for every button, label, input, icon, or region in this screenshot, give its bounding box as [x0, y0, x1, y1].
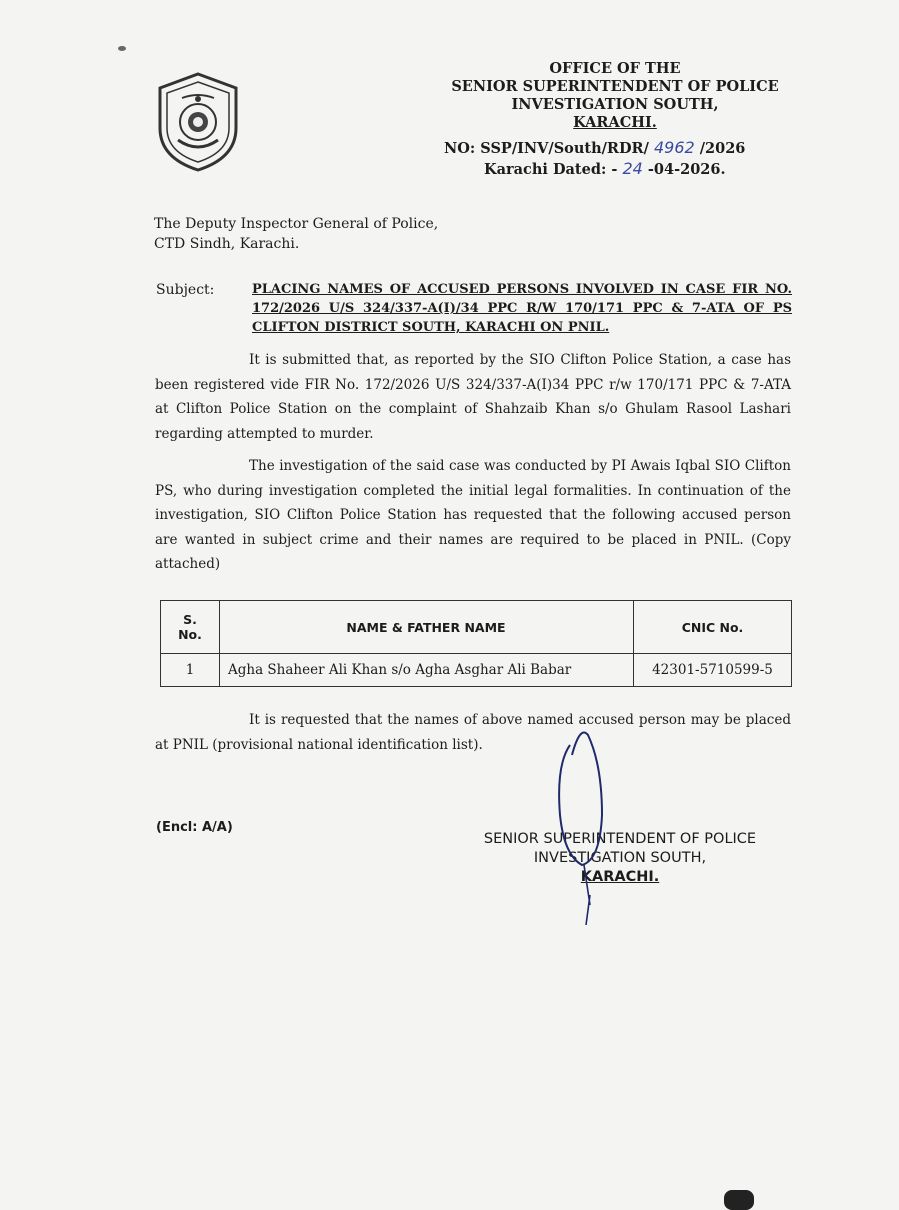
reference-block: [444, 138, 804, 180]
office-line: INVESTIGATION SOUTH,: [511, 96, 719, 113]
office-heading: [440, 60, 790, 132]
paragraph: It is submitted that, as reported by the SIO Clifton Police Station, a case has been registered vide FIR No. 172/2026 U/S 324/337-A(I)34 PPC r/w 170/171 PPC & 7-ATA at Clifton Police Station on the complaint of Shahzaib Khan s/o Ghulam Rasool Lashari regarding attempted to murder.: [155, 352, 791, 442]
addressee: [154, 214, 438, 254]
ref-suffix: /2026: [699, 140, 746, 157]
cell-sno: 1: [161, 654, 220, 687]
scan-mark: [118, 46, 126, 51]
paragraph: It is requested that the names of above named accused person may be placed at PNIL (provisional national identification list).: [155, 712, 791, 753]
police-seal-icon: [150, 70, 246, 174]
date-prefix: Karachi Dated: -: [484, 161, 618, 178]
subject-text: PLACING NAMES OF ACCUSED PERSONS INVOLVED IN CASE FIR NO. 172/2026 U/S 324/337-A(I)/34 PPC R/W 170/171 PPC & 7-ATA OF PS CLIFTON DISTRICT SOUTH, KARACHI ON PNIL.: [252, 282, 792, 335]
date-suffix: -04-2026.: [647, 161, 726, 178]
dated-line: [444, 159, 804, 180]
office-line: OFFICE OF THE: [549, 60, 681, 77]
signature-line: INVESTIGATION SOUTH,: [533, 850, 707, 866]
handwritten-signature-icon: [540, 725, 630, 925]
table-header-row: [161, 601, 792, 654]
addressee-line: CTD Sindh, Karachi.: [154, 236, 300, 252]
ref-prefix: NO: SSP/INV/South/RDR/: [444, 140, 649, 157]
cell-cnic: 42301-5710599-5: [634, 654, 792, 687]
cell-name: Agha Shaheer Ali Khan s/o Agha Asghar Ali Babar: [220, 654, 634, 687]
signature-line: KARACHI.: [580, 869, 660, 885]
enclosure-note: (Encl: A/A): [156, 820, 233, 835]
table-row: [161, 654, 792, 687]
signature-line: SENIOR SUPERINTENDENT OF POLICE: [483, 831, 757, 847]
office-line: KARACHI.: [573, 114, 657, 131]
col-header-name: NAME & FATHER NAME: [220, 601, 634, 654]
accused-table: [160, 600, 792, 687]
paragraph: The investigation of the said case was conducted by PI Awais Iqbal SIO Clifton PS, who during investigation completed the initial legal formalities. In continuation of the investigation, SIO Clifton Police Station has requested that the following accused person are wanted in subject crime and their names are required to be placed in PNIL. (Copy attached): [155, 458, 791, 572]
app-corner-icon: [724, 1190, 754, 1210]
col-header-sno: S. No.: [161, 601, 220, 654]
addressee-line: The Deputy Inspector General of Police,: [154, 216, 439, 232]
col-header-cnic: CNIC No.: [634, 601, 792, 654]
handwritten-ref-number: 4962: [653, 138, 695, 157]
handwritten-date-day: 24: [622, 159, 643, 178]
office-line: SENIOR SUPERINTENDENT OF POLICE: [451, 78, 779, 95]
reference-number: [444, 138, 804, 159]
subject-label: Subject:: [156, 282, 215, 298]
